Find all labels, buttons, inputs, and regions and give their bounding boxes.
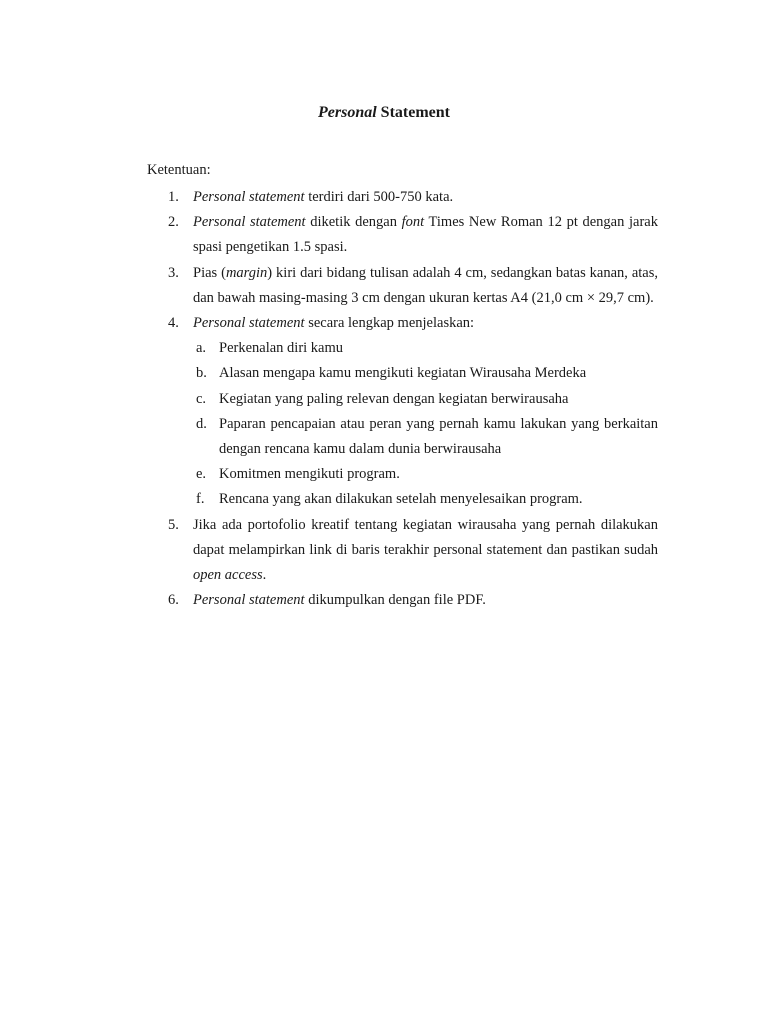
sub-item-letter: f. <box>196 491 205 508</box>
sub-item-letter: d. <box>196 415 207 432</box>
list-item-number: 1. <box>168 189 179 205</box>
sub-item-letter: a. <box>196 340 207 357</box>
italic-term: Personal statement <box>193 592 305 609</box>
text-run: secara lengkap menjelaskan: <box>304 315 475 332</box>
list-item-number: 5. <box>168 516 179 533</box>
text-run: terdiri dari 500-750 kata. <box>304 189 454 205</box>
italic-term: open access <box>193 567 263 584</box>
list-item-text <box>193 513 658 589</box>
sub-list-item <box>0 336 768 361</box>
italic-term: margin <box>225 264 268 281</box>
sub-item-letter: e. <box>196 466 207 483</box>
sub-item-text: Paparan pencapaian atau peran yang pernah kamu lakukan yang berkaitan dengan rencana kamu dalam dunia berwirausaha <box>219 415 658 458</box>
sub-list-item <box>0 487 768 512</box>
list-item <box>0 261 768 311</box>
sub-item-text: Alasan mengapa kamu mengikuti kegiatan Wirausaha Merdeka <box>219 365 587 382</box>
text-run: diketik dengan <box>305 214 402 231</box>
list-item-number: 4. <box>168 315 179 332</box>
list-item-text <box>193 185 658 210</box>
text-run: ) kiri dari bidang tulisan adalah 4 cm, sedangkan batas kanan, atas, dan bawah masing-masing 3 cm dengan ukuran kertas A4 (21,0 cm × 29,7 cm). <box>193 264 658 306</box>
italic-term: Personal statement <box>193 315 305 332</box>
italic-term: font <box>401 214 425 231</box>
list-item <box>0 588 768 613</box>
list-item-text <box>193 210 658 260</box>
list-item <box>0 311 768 336</box>
list-item-text <box>193 261 658 311</box>
list-item <box>0 210 768 260</box>
text-run: . <box>262 567 267 584</box>
list-item-text <box>193 311 658 336</box>
title-rest: Statement <box>376 104 450 121</box>
text-run: Jika ada portofolio kreatif tentang kegiatan wirausaha yang pernah dilakukan dapat melampirkan link di baris terakhir personal statement dan pastikan sudah <box>193 516 658 558</box>
text-run: Pias ( <box>193 264 226 281</box>
sub-item-text: Kegiatan yang paling relevan dengan kegiatan berwirausaha <box>219 390 569 407</box>
list-item-text <box>193 588 658 613</box>
list-item <box>0 513 768 589</box>
sub-item-text: Rencana yang akan dilakukan setelah menyelesaikan program. <box>219 491 583 508</box>
sub-item-letter: c. <box>196 390 207 407</box>
sub-list-item <box>0 412 768 462</box>
text-run: Times New Roman 12 pt dengan jarak spasi pengetikan 1.5 spasi. <box>193 214 658 256</box>
sub-list-item <box>0 387 768 412</box>
section-label: Ketentuan: <box>147 162 211 178</box>
requirements-list <box>0 185 768 613</box>
sub-item-text: Komitmen mengikuti program. <box>219 466 400 483</box>
list-item-number: 3. <box>168 264 179 281</box>
list-item-number: 2. <box>168 214 179 231</box>
sub-item-letter: b. <box>196 365 207 382</box>
italic-term: Personal statement <box>193 214 306 231</box>
sub-list-item <box>0 462 768 487</box>
page-title <box>0 103 768 123</box>
sub-item-text: Perkenalan diri kamu <box>219 340 344 357</box>
sub-list-item <box>0 361 768 386</box>
list-item <box>0 185 768 210</box>
text-run: dikumpulkan dengan file PDF. <box>304 592 486 609</box>
italic-term: Personal statement <box>193 189 305 205</box>
title-italic: Personal <box>318 104 377 121</box>
list-item-number: 6. <box>168 592 179 609</box>
